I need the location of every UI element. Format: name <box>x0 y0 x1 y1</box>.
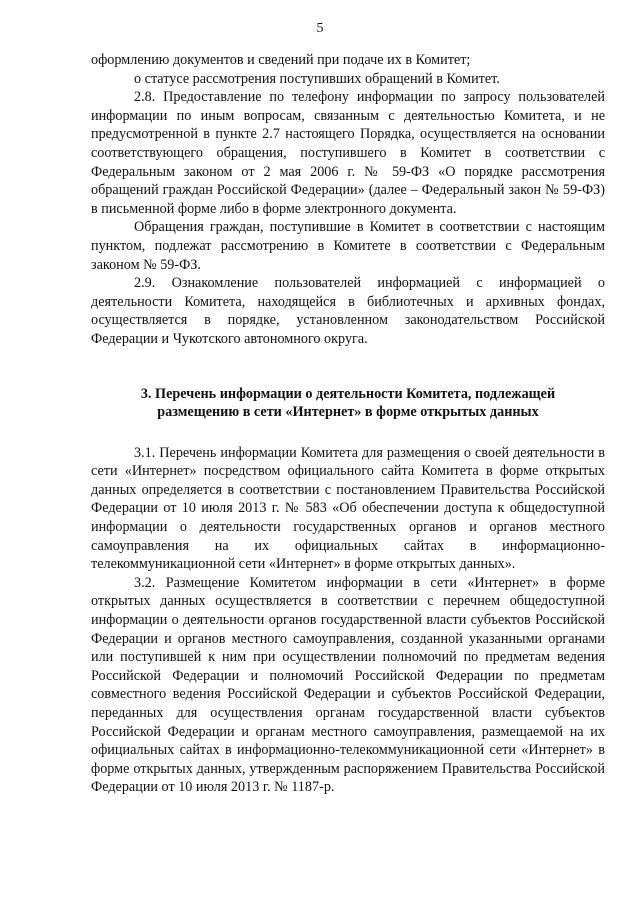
paragraph-3-1: 3.1. Перечень информации Комитета для размещения о своей деятельности в сети «Интернет» посредством официального сайта Комитета в форме открытых данных определяется в соответствии с постановлением Правительства Российской Федерации от 10 июля 2013 г. № 583 «Об обеспечении доступа к общедоступной информации о деятельности государственных органов и органов местного самоуправления на их официальных сайтах в информационно-телекоммуникационной сети «Интернет» в форме открытых данных». <box>91 444 605 573</box>
paragraph-3-2: 3.2. Размещение Комитетом информации в сети «Интернет» в форме открытых данных осуществляется в соответствии с перечнем общедоступной информации о деятельности органов государственной власти субъектов Российской Федерации и органов местного самоуправления, созданной указанными органами или поступившей к ним при осуществлении полномочий по предметам ведения Российской Федерации и полномочий Российской Федерации по предметам совместного ведения Российской Федерации и субъектов Российской Федерации, переданных для осуществления органам государственной власти субъектов Российской Федерации и органам местного самоуправления, размещаемой на их официальных сайтах в информационно-телекоммуникационной сети «Интернет» в форме открытых данных, утвержденным распоряжением Правительства Российской Федерации от 10 июля 2013 г. № 1187-р. <box>91 574 605 796</box>
page-number: 5 <box>316 21 324 36</box>
paragraph: оформлению документов и сведений при подаче их в Комитет; <box>91 52 471 68</box>
section-heading-line: размещению в сети «Интернет» в форме открытых данных <box>157 404 539 421</box>
paragraph-2-8: 2.8. Предоставление по телефону информации по запросу пользователей информации по иным вопросам, связанным с деятельностью Комитета, и не предусмотренной в пункте 2.7 настоящего Порядка, осуществляется на основании соответствующего обращения, поступившего в Комитет в соответствии с Федеральным законом от 2 мая 2006 г. № 59-ФЗ «О порядке рассмотрения обращений граждан Российской Федерации» (далее – Федеральный закон № 59-ФЗ) в письменной форме либо в форме электронного документа. <box>91 89 605 217</box>
document-body <box>91 51 605 797</box>
paragraph-2-9: 2.9. Ознакомление пользователей информацией с информацией о деятельности Комитета, находящейся в библиотечных и архивных фондах, осуществляется в порядке, установленном законодательством Российской Федерации и Чукотского автономного округа. <box>91 275 605 347</box>
section-heading <box>91 385 605 422</box>
paragraph: Обращения граждан, поступившие в Комитет в соответствии с настоящим пунктом, подлежат рассмотрению в Комитете в соответствии с Федеральным законом № 59-ФЗ. <box>91 219 605 273</box>
section-heading-line: 3. Перечень информации о деятельности Комитета, подлежащей <box>140 385 556 402</box>
paragraph: о статусе рассмотрения поступивших обращений в Комитет. <box>134 70 500 87</box>
